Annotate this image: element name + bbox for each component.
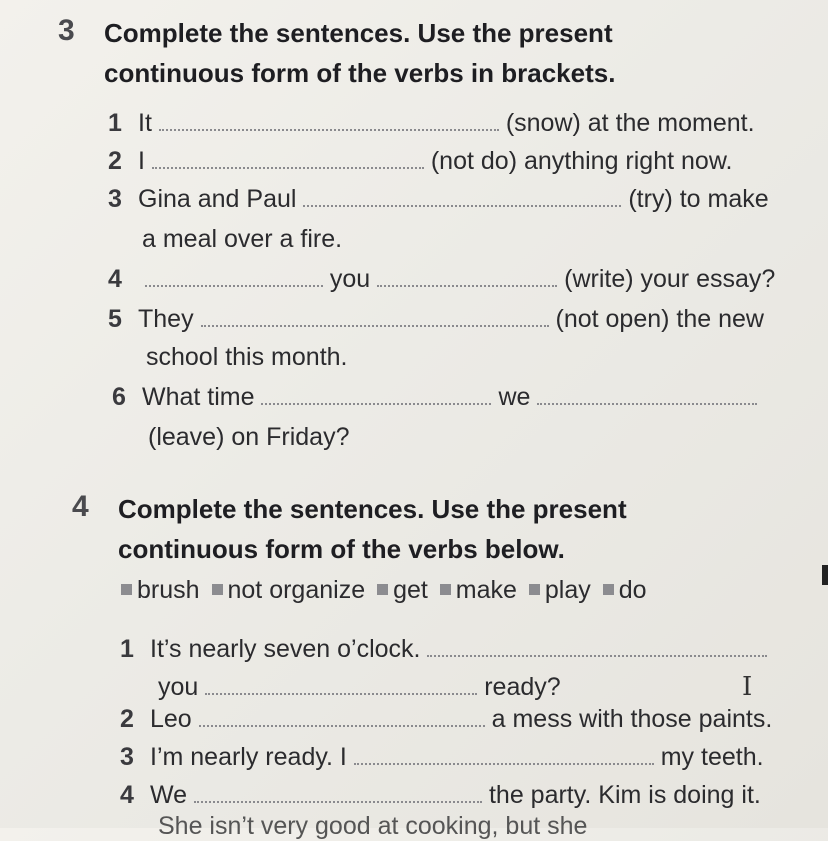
exercise-4-number: 4 <box>72 490 89 523</box>
bullet-square-icon <box>212 584 223 595</box>
answer-blank[interactable] <box>201 305 549 327</box>
answer-blank[interactable] <box>152 147 424 169</box>
bullet-square-icon <box>529 584 540 595</box>
answer-blank[interactable] <box>377 265 557 287</box>
answer-blank[interactable] <box>145 265 323 287</box>
ex3-item-5-cont: school this month. <box>146 343 348 371</box>
ex3-item-2: 2 I (not do) anything right now. <box>108 147 733 175</box>
ex3-item-4: 4 you (write) your essay? <box>108 265 776 293</box>
ex4-item-4: 4 We the party. Kim is doing it. <box>120 781 761 809</box>
ex4-item-1: 1 It’s nearly seven o’clock. <box>120 634 767 664</box>
answer-blank[interactable] <box>261 383 491 405</box>
ex3-item-3: 3 Gina and Paul (try) to make <box>108 185 769 213</box>
bullet-square-icon <box>603 584 614 595</box>
ex3-item-3-cont: a meal over a fire. <box>142 225 343 253</box>
answer-blank[interactable] <box>427 635 767 657</box>
answer-blank[interactable] <box>159 109 499 131</box>
answer-blank[interactable] <box>205 673 477 695</box>
answer-blank[interactable] <box>537 383 757 405</box>
exercise-3-number: 3 <box>58 14 75 47</box>
verb-box: brush not organize get make play do <box>116 576 647 605</box>
answer-blank[interactable] <box>303 185 621 207</box>
bullet-square-icon <box>377 584 388 595</box>
ex4-item-1-cont: you ready? <box>158 673 561 701</box>
exercise-4-heading-line1: Complete the sentences. Use the present <box>118 494 627 524</box>
ex4-item-5-partial: She isn’t very good at cooking, but she <box>158 812 588 840</box>
ex3-item-5: 5 They (not open) the new <box>108 305 764 333</box>
bullet-square-icon <box>440 584 451 595</box>
exercise-3-heading-line1: Complete the sentences. Use the present <box>104 18 613 48</box>
ex3-item-6: 6 What time we <box>112 382 757 412</box>
ex3-item-6-cont: (leave) on Friday? <box>148 423 350 451</box>
exercise-4-heading-line2: continuous form of the verbs below. <box>118 534 565 564</box>
ex3-item-1: 1 It (snow) at the moment. <box>108 109 755 137</box>
exercise-3-heading-line2: continuous form of the verbs in brackets. <box>104 58 616 88</box>
ex4-item-2: 2 Leo a mess with those paints. <box>120 705 773 733</box>
page-edge-mark <box>822 565 828 585</box>
bullet-square-icon <box>121 584 132 595</box>
answer-blank[interactable] <box>194 781 482 803</box>
answer-blank[interactable] <box>354 743 654 765</box>
text-cursor-icon: I <box>742 672 753 702</box>
ex4-item-3: 3 I’m nearly ready. I my teeth. <box>120 743 764 771</box>
answer-blank[interactable] <box>199 705 485 727</box>
